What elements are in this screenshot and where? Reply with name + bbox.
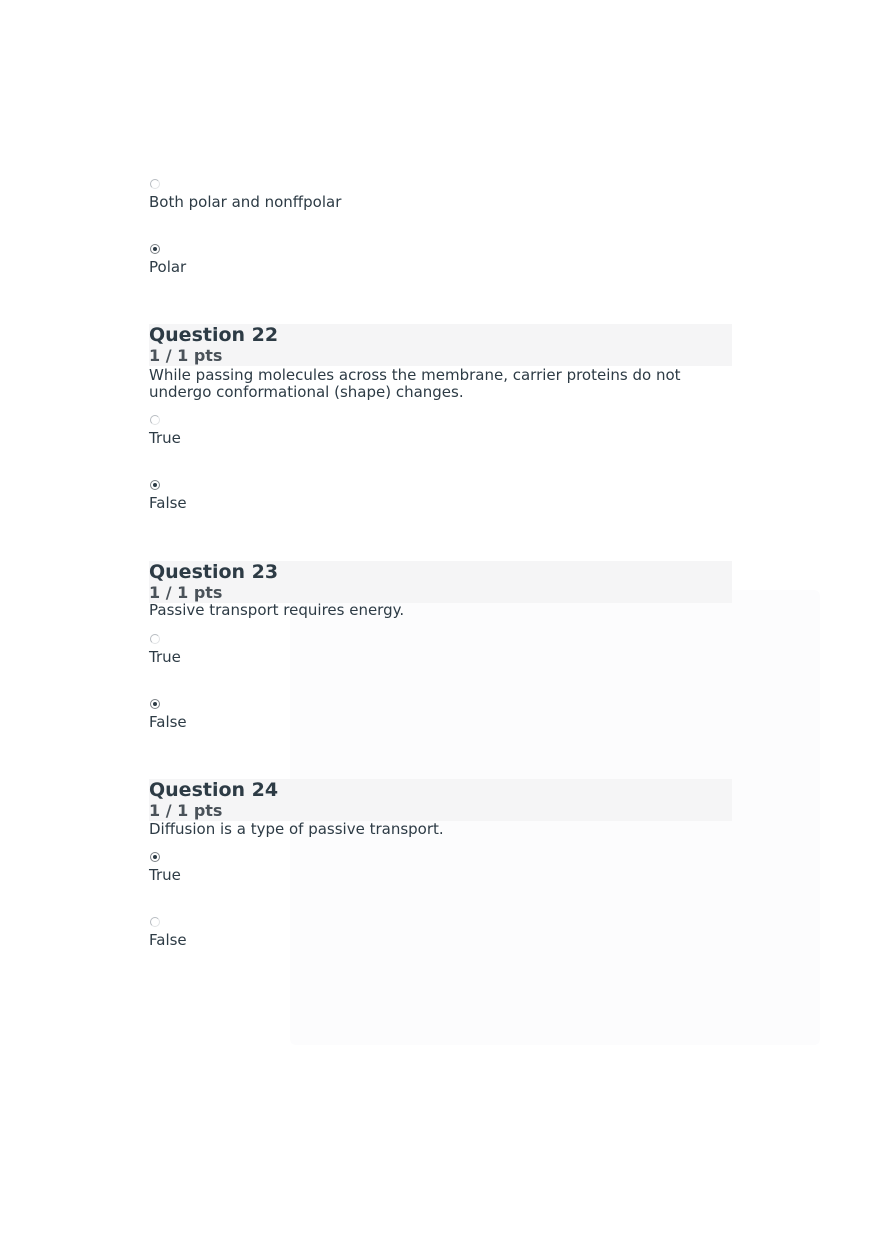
answer-label: False [149,931,187,949]
answer-option[interactable] [149,179,732,229]
radio-selected-icon[interactable] [150,244,160,254]
answer-option[interactable] [149,917,732,967]
answer-label: Both polar and nonffpolar [149,193,342,211]
question-points: 1 / 1 pts [149,801,223,820]
question-points: 1 / 1 pts [149,346,223,365]
question-text: While passing molecules across the membrane, carrier proteins do not undergo conformational (shape) changes. [149,366,681,401]
question-title: Question 22 [149,324,279,346]
radio-selected-icon[interactable] [150,480,160,490]
answer-label: True [149,648,181,666]
answer-label: Polar [149,258,187,276]
question-title: Question 23 [149,561,279,583]
answer-option[interactable] [149,852,732,902]
answer-label: True [149,429,181,447]
radio-unselected-icon[interactable] [150,179,160,189]
question-title: Question 24 [149,779,279,801]
answer-option[interactable] [149,244,732,294]
radio-selected-icon[interactable] [150,699,160,709]
answer-option[interactable] [149,699,732,749]
answer-option[interactable] [149,634,732,684]
question-header [149,561,732,603]
answer-label: True [149,866,181,884]
radio-unselected-icon[interactable] [150,415,160,425]
radio-unselected-icon[interactable] [150,634,160,644]
question-text: Diffusion is a type of passive transport. [149,820,444,838]
answer-option[interactable] [149,415,732,465]
answer-label: False [149,713,187,731]
question-header [149,324,732,366]
radio-selected-icon[interactable] [150,852,160,862]
answer-label: False [149,494,187,512]
question-text: Passive transport requires energy. [149,601,405,619]
answer-option[interactable] [149,480,732,530]
radio-unselected-icon[interactable] [150,917,160,927]
question-header [149,779,732,821]
question-points: 1 / 1 pts [149,583,223,602]
